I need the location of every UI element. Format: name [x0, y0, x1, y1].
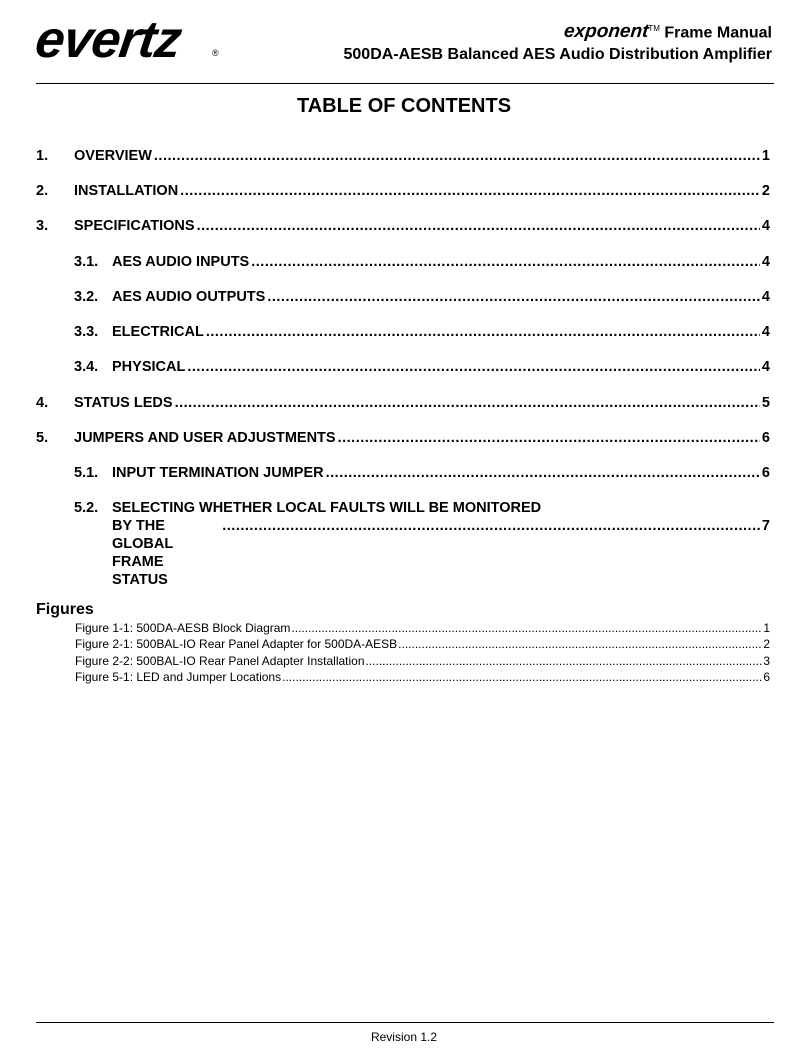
figure-entry-title: Figure 1-1: 500DA-AESB Block Diagram — [75, 621, 291, 635]
figure-entry-adapter-installation[interactable] — [75, 653, 770, 669]
toc-entry-page: 6 — [761, 430, 770, 446]
figure-entry-block-diagram[interactable] — [75, 620, 770, 636]
toc-entry-page: 4 — [761, 218, 770, 234]
toc-entry-overview[interactable] — [36, 147, 770, 165]
toc-entry-second-line — [74, 517, 770, 589]
toc-entry-title: STATUS LEDS — [74, 395, 173, 411]
dot-leader — [338, 429, 760, 447]
header-divider — [36, 83, 774, 84]
dot-leader — [197, 217, 760, 235]
toc-entry-page: 4 — [761, 324, 770, 340]
page-header — [0, 0, 808, 80]
toc-entry-page: 4 — [761, 289, 770, 305]
dot-leader — [398, 636, 762, 652]
toc-entry-physical[interactable] — [74, 358, 770, 376]
figure-entry-page: 6 — [763, 670, 770, 684]
toc-entry-title: SPECIFICATIONS — [74, 218, 195, 234]
toc-entry-page: 4 — [761, 359, 770, 375]
toc-entry-title: AES AUDIO INPUTS — [112, 254, 250, 270]
toc-entry-number: 4. — [36, 395, 49, 411]
toc-entry-installation[interactable] — [36, 182, 770, 200]
dot-leader — [154, 147, 760, 165]
header-titles — [344, 18, 773, 66]
dot-leader — [175, 394, 760, 412]
dot-leader — [282, 669, 762, 685]
registered-mark: ® — [212, 48, 219, 58]
toc-entry-number: 2. — [36, 183, 49, 199]
dot-leader — [222, 517, 760, 535]
figure-entry-title: Figure 5-1: LED and Jumper Locations — [75, 670, 282, 684]
toc-entry-local-faults[interactable] — [74, 499, 770, 589]
toc-entry-page: 4 — [761, 254, 770, 270]
evertz-logo: evertz — [31, 11, 185, 69]
toc-entry-jumpers[interactable] — [36, 429, 770, 447]
toc-entry-title: ELECTRICAL — [112, 324, 204, 340]
toc-entry-number: 3.2. — [74, 289, 99, 305]
toc-entry-status-leds[interactable] — [36, 394, 770, 412]
dot-leader — [251, 253, 760, 271]
figures-heading: Figures — [36, 601, 94, 618]
toc-entry-number: 3. — [36, 218, 49, 234]
toc-entry-electrical[interactable] — [74, 323, 770, 341]
figure-entry-page: 2 — [763, 637, 770, 651]
dot-leader — [180, 182, 760, 200]
toc-entry-title: SELECTING WHETHER LOCAL FAULTS WILL BE MONITORED — [112, 500, 542, 516]
figure-entry-title: Figure 2-2: 500BAL-IO Rear Panel Adapter Installation — [75, 654, 365, 668]
trademark-mark: TM — [648, 24, 660, 33]
toc-entry-number: 5. — [36, 430, 49, 446]
dot-leader — [291, 620, 762, 636]
dot-leader — [187, 358, 760, 376]
manual-title-line — [344, 18, 773, 44]
toc-entry-number: 5.2. — [74, 500, 99, 516]
dot-leader — [366, 653, 763, 669]
toc-entry-title: INSTALLATION — [74, 183, 179, 199]
toc-entry-page: 5 — [761, 395, 770, 411]
toc-entry-title: AES AUDIO OUTPUTS — [112, 289, 266, 305]
toc-entry-title: JUMPERS AND USER ADJUSTMENTS — [74, 430, 336, 446]
toc-entry-number: 3.1. — [74, 254, 99, 270]
toc-entry-aes-audio-inputs[interactable] — [74, 253, 770, 271]
toc-entry-specifications[interactable] — [36, 217, 770, 235]
revision-footer: Revision 1.2 — [370, 1030, 438, 1044]
toc-entry-aes-audio-outputs[interactable] — [74, 288, 770, 306]
figure-entry-rear-panel-adapter[interactable] — [75, 636, 770, 652]
exponent-brand: exponent — [562, 21, 650, 43]
toc-entry-page: 1 — [761, 148, 770, 164]
toc-entry-title: OVERVIEW — [74, 148, 152, 164]
product-subtitle: 500DA-AESB Balanced AES Audio Distribution Amplifier — [343, 46, 772, 64]
figure-entry-led-jumper-locations[interactable] — [75, 669, 770, 685]
toc-entry-number: 1. — [36, 148, 49, 164]
figure-entry-page: 3 — [763, 654, 770, 668]
toc-entry-page: 2 — [761, 183, 770, 199]
toc-entry-page: 7 — [761, 518, 770, 534]
toc-entry-input-termination-jumper[interactable] — [74, 464, 770, 482]
dot-leader — [326, 464, 760, 482]
toc-entry-title-continued: BY THE GLOBAL FRAME STATUS — [112, 518, 173, 588]
footer-divider — [36, 1022, 774, 1023]
dot-leader — [267, 288, 760, 306]
toc-entry-number: 3.4. — [74, 359, 99, 375]
toc-entry-page: 6 — [761, 465, 770, 481]
toc-entry-number: 3.3. — [74, 324, 99, 340]
toc-entry-first-line — [74, 499, 770, 517]
dot-leader — [206, 323, 760, 341]
toc-entry-number: 5.1. — [74, 465, 99, 481]
toc-entry-title: INPUT TERMINATION JUMPER — [112, 465, 324, 481]
toc-title: TABLE OF CONTENTS — [296, 95, 512, 117]
figure-entry-page: 1 — [763, 621, 770, 635]
frame-manual-label: Frame Manual — [664, 24, 772, 42]
figure-entry-title: Figure 2-1: 500BAL-IO Rear Panel Adapter for 500DA-AESB — [75, 637, 398, 651]
toc-entry-title: PHYSICAL — [112, 359, 186, 375]
